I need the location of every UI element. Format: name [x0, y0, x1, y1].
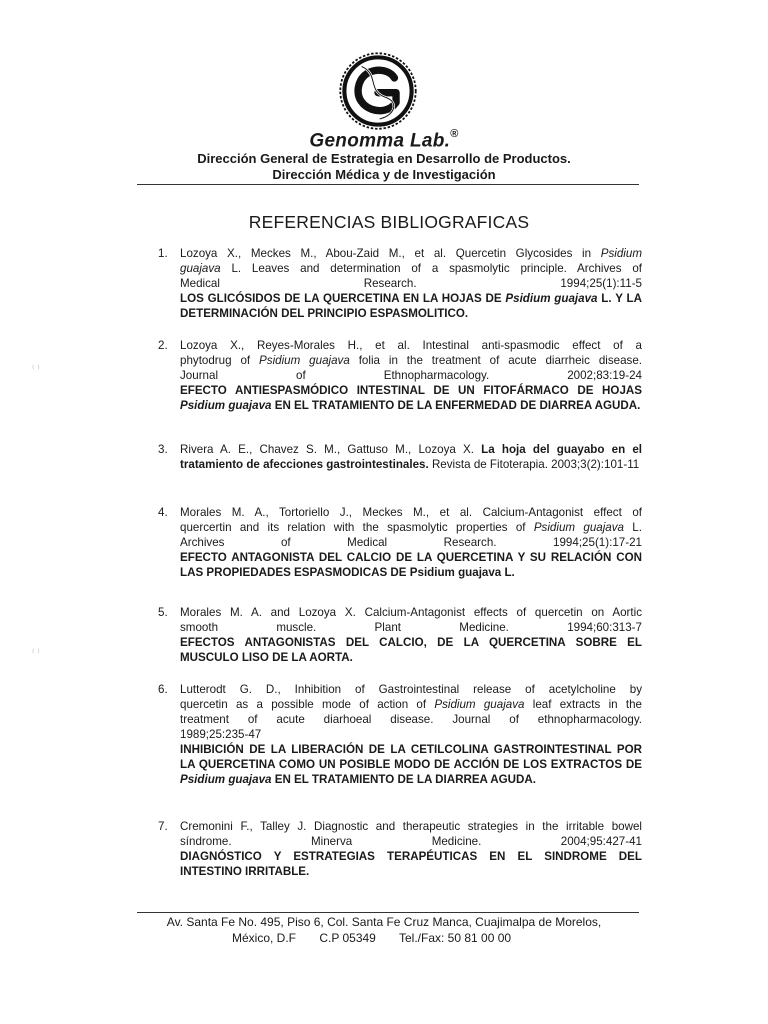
reference-translation: EFECTO ANTAGONISTA DEL CALCIO DE LA QUERCETINA Y SU RELACIÓN CON LAS PROPIEDADES ESPASMODICAS DE Psidium guajava L. — [180, 551, 642, 579]
header-divider — [137, 184, 639, 185]
reference-item: 4. Morales M. A., Tortoriello J., Meckes M., et al. Calcium-Antagonist effect of quercertin and its relation with the spasmolytic properties of Psidium guajava L. Archives of Medical Research. 1994;25(1):17-21 EFECTO ANTAGONISTA DEL CALCIO DE LA QUERCETINA Y SU RELACIÓN CON LAS PROPIEDADES ESPASMODICAS DE Psidium guajava L. — [158, 506, 642, 579]
reference-number: 3. — [158, 443, 168, 456]
reference-translation: LOS GLICÓSIDOS DE LA QUERCETINA EN LA HOJAS DE Psidium guajava L. Y LA DETERMINACIÓN DEL PRINCIPIO ESPASMOLITICO. — [180, 292, 642, 320]
reference-translation: INHIBICIÓN DE LA LIBERACIÓN DE LA CETILCOLINA GASTROINTESTINAL POR LA QUERCETINA COMO UN POSIBLE MODO DE ACCIÓN DE LOS EXTRACTOS DE Psidium guajava EN EL TRATAMIENTO DE LA DIARREA AGUDA. — [180, 743, 642, 786]
footer-contact: México, D.F C.P 05349 Tel./Fax: 50 81 00 00 — [232, 931, 512, 945]
reference-number: 7. — [158, 820, 168, 833]
reference-item: 3. Rivera A. E., Chavez S. M., Gattuso M., Lozoya X. La hoja del guayabo en el tratamiento de afecciones gastrointestinales. Revista de Fitoterapia. 2003;3(2):101-11 — [158, 443, 643, 471]
reference-item: 2. Lozoya X., Reyes-Morales H., et al. Intestinal anti-spasmodic effect of a phytodrug of Psidium guajava folia in the treatment of acute diarrheic disease. Journal of Ethnopharmacology. 2002;83:19-24 EFECTO ANTIESPASMÓDICO INTESTINAL DE UN FITOFÁRMACO DE HOJAS Psidium guajava EN EL TRATAMIENTO DE LA ENFERMEDAD DE DIARREA AGUDA. — [158, 339, 643, 412]
scan-mark: ⁽ ⁾ — [32, 648, 40, 659]
brand-name: Genomma Lab.® — [309, 128, 459, 152]
page-title: REFERENCIAS BIBLIOGRAFICAS — [248, 212, 530, 232]
reference-translation: EFECTO ANTIESPASMÓDICO INTESTINAL DE UN FITOFÁRMACO DE HOJAS Psidium guajava EN EL TRATAMIENTO DE LA ENFERMEDAD DE DIARREA AGUDA. — [180, 384, 642, 412]
header-department: Dirección Médica y de Investigación — [272, 167, 496, 182]
reference-number: 4. — [158, 506, 168, 519]
genomma-g-logo-icon — [337, 50, 419, 132]
reference-translation: EFECTOS ANTAGONISTAS DEL CALCIO, DE LA QUERCETINA SOBRE EL MUSCULO LISO DE LA AORTA. — [180, 636, 642, 664]
reference-item: 6. Lutterodt G. D., Inhibition of Gastrointestinal release of acetylcholine by quercetin as a possible mode of action of Psidium guajava leaf extracts in the treatment of acute diarhoeal disease. Journal of ethnopharmacology. 1989;25:235-47 INHIBICIÓN DE LA LIBERACIÓN DE LA CETILCOLINA GASTROINTESTINAL POR LA QUERCETINA COMO UN POSIBLE MODO DE ACCIÓN DE LOS EXTRACTOS DE Psidium guajava EN EL TRATAMIENTO DE LA DIARREA AGUDA. — [158, 683, 642, 786]
reference-number: 6. — [158, 683, 168, 696]
header-directorate: Dirección General de Estrategia en Desarrollo de Productos. — [197, 151, 571, 166]
reference-list — [158, 246, 642, 879]
reference-number: 5. — [158, 606, 168, 619]
reference-translation: DIAGNÓSTICO Y ESTRATEGIAS TERAPÉUTICAS EN EL SINDROME DEL INTESTINO IRRITABLE. — [180, 850, 642, 878]
reference-number: 1. — [158, 247, 168, 260]
reference-item: 1. Lozoya X., Meckes M., Abou-Zaid M., et al. Quercetin Glycosides in Psidium guajava L. Leaves and determination of a spasmolytic principle. Archives of Medical Research. 1994;25(1):11-5 LOS GLICÓSIDOS DE LA QUERCETINA EN LA HOJAS DE Psidium guajava L. Y LA DETERMINACIÓN DEL PRINCIPIO ESPASMOLITICO. — [158, 247, 642, 320]
reference-item: 5. Morales M. A. and Lozoya X. Calcium-Antagonist effects of quercetin on Aortic smooth muscle. Plant Medicine. 1994;60:313-7 EFECTOS ANTAGONISTAS DEL CALCIO, DE LA QUERCETINA SOBRE EL MUSCULO LISO DE LA AORTA. — [158, 606, 642, 664]
footer-divider — [137, 912, 639, 913]
reference-number: 2. — [158, 339, 168, 352]
footer-address: Av. Santa Fe No. 495, Piso 6, Col. Santa Fe Cruz Manca, Cuajimalpa de Morelos, — [166, 915, 602, 929]
reference-item: 7. Cremonini F., Talley J. Diagnostic and therapeutic strategies in the irritable bowel síndrome. Minerva Medicine. 2004;95:427-41 DIAGNÓSTICO Y ESTRATEGIAS TERAPÉUTICAS EN EL SINDROME DEL INTESTINO IRRITABLE. — [158, 820, 642, 878]
scan-mark: ⁽ ⁾ — [32, 364, 40, 375]
